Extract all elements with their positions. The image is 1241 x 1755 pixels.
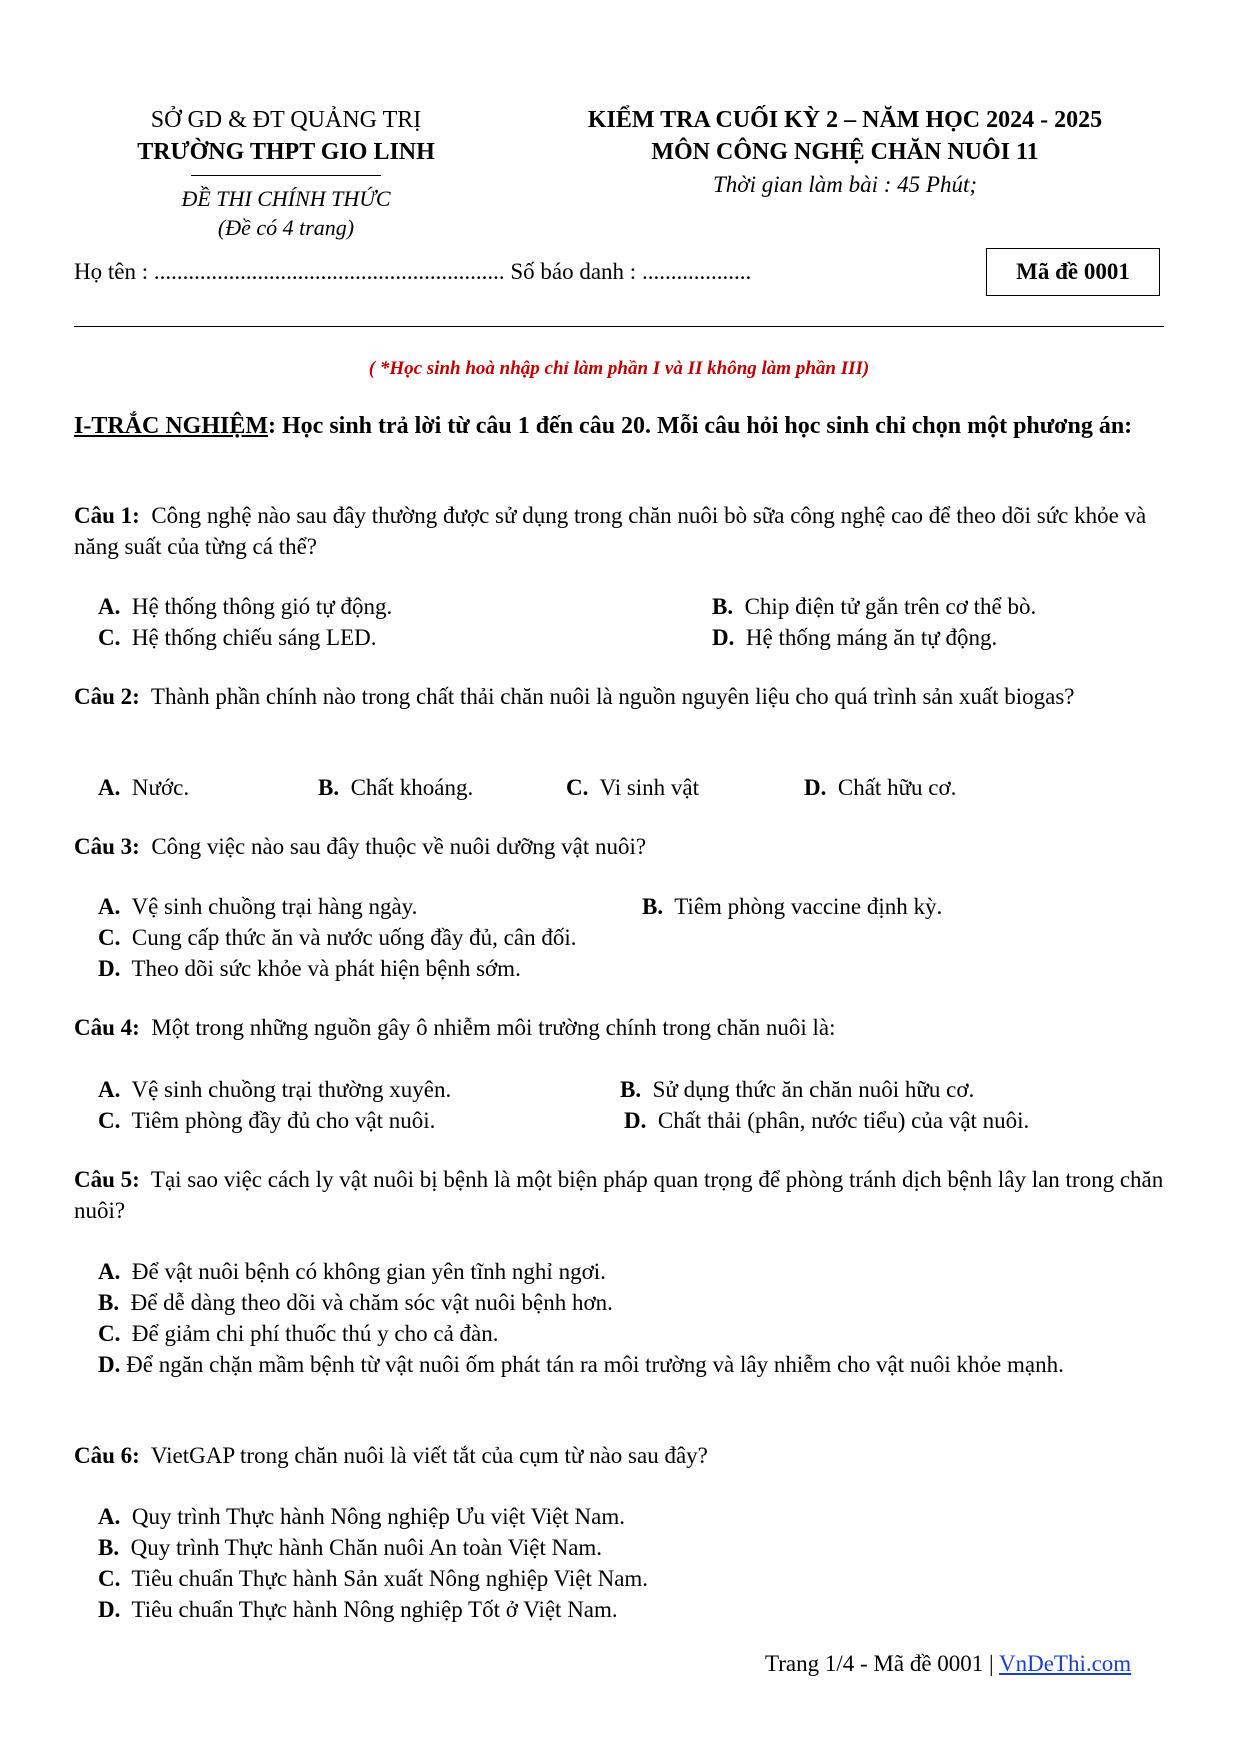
option-text: Hệ thống chiếu sáng LED. xyxy=(131,625,377,650)
option-key: A. xyxy=(98,775,121,800)
question-3-option-a xyxy=(98,891,417,922)
question-3-option-c xyxy=(98,922,576,953)
option-text: Để giảm chi phí thuốc thú y cho cả đàn. xyxy=(131,1321,499,1346)
question-text: Công việc nào sau đây thuộc về nuôi dưỡng vật nuôi? xyxy=(151,834,647,859)
option-text: Hệ thống máng ăn tự động. xyxy=(745,625,998,650)
question-text: Một trong những nguồn gây ô nhiễm môi trường chính trong chăn nuôi là: xyxy=(151,1015,836,1040)
option-key: B. xyxy=(620,1077,642,1102)
header-left xyxy=(96,104,476,243)
question-5-option-a xyxy=(98,1256,606,1287)
section-heading xyxy=(74,410,1164,442)
option-text: Chất hữu cơ. xyxy=(837,775,957,800)
option-text: Để dễ dàng theo dõi và chăm sóc vật nuôi bệnh hơn. xyxy=(130,1290,613,1315)
option-key: D. xyxy=(98,1597,121,1622)
option-key: A. xyxy=(98,1504,121,1529)
question-1-option-d xyxy=(712,622,997,653)
question-2-option-d xyxy=(804,772,956,803)
option-key: C. xyxy=(98,625,121,650)
question-2-option-b xyxy=(318,772,473,803)
question-5-option-c xyxy=(98,1318,499,1349)
option-text: Sử dụng thức ăn chăn nuôi hữu cơ. xyxy=(652,1077,975,1102)
department-name: SỞ GD & ĐT QUẢNG TRỊ xyxy=(150,107,422,133)
question-4-option-a xyxy=(98,1074,451,1105)
option-text: Vi sinh vật xyxy=(599,775,700,800)
question-4 xyxy=(74,1012,1174,1043)
question-label: Câu 5: xyxy=(74,1167,140,1192)
student-info-line: Họ tên : ............................................................. Số báo danh : ................... xyxy=(74,259,752,284)
question-text: Tại sao việc cách ly vật nuôi bị bệnh là một biện pháp quan trọng để phòng tránh dịch bệnh lây lan trong chăn nuôi? xyxy=(74,1167,1164,1224)
question-1-option-c xyxy=(98,622,377,653)
option-key: D. xyxy=(624,1108,647,1133)
question-4-option-b xyxy=(620,1074,974,1105)
footer-link[interactable]: VnDeThi.com xyxy=(998,1651,1132,1676)
option-text: Quy trình Thực hành Nông nghiệp Ưu việt Việt Nam. xyxy=(131,1504,625,1529)
option-text: Quy trình Thực hành Chăn nuôi An toàn Việt Nam. xyxy=(130,1535,603,1560)
question-1-option-b xyxy=(712,591,1036,622)
question-1 xyxy=(74,500,1174,562)
question-1-option-a xyxy=(98,591,392,622)
option-key: C. xyxy=(98,1321,121,1346)
question-2-option-c xyxy=(566,772,699,803)
option-key: B. xyxy=(318,775,340,800)
question-label: Câu 4: xyxy=(74,1015,140,1040)
question-text: Công nghệ nào sau đây thường được sử dụng trong chăn nuôi bò sữa công nghệ cao để theo dõi sức khỏe và năng suất của từng cá thể? xyxy=(74,503,1147,560)
section-instructions: : Học sinh trả lời từ câu 1 đến câu 20. Mỗi câu hỏi học sinh chỉ chọn một phương án: xyxy=(268,413,1133,439)
question-label: Câu 6: xyxy=(74,1443,140,1468)
option-text: Chất thải (phân, nước tiểu) của vật nuôi. xyxy=(657,1108,1030,1133)
question-6 xyxy=(74,1440,1174,1471)
page-footer xyxy=(765,1648,1131,1679)
option-key: B. xyxy=(712,594,734,619)
option-key: D. xyxy=(98,956,121,981)
question-3 xyxy=(74,831,1174,862)
option-key: D. xyxy=(804,775,827,800)
option-text: Tiêm phòng đầy đủ cho vật nuôi. xyxy=(131,1108,436,1133)
header-right xyxy=(520,104,1170,200)
school-name: TRƯỜNG THPT GIO LINH xyxy=(137,139,435,166)
option-key: D. xyxy=(712,625,735,650)
question-6-option-a xyxy=(98,1501,625,1532)
question-label: Câu 3: xyxy=(74,834,140,859)
option-text: Chất khoáng. xyxy=(350,775,474,800)
exam-time: Thời gian làm bài : 45 Phút; xyxy=(713,171,977,197)
option-key: B. xyxy=(98,1535,120,1560)
option-key: C. xyxy=(566,775,589,800)
option-text: Tiêu chuẩn Thực hành Nông nghiệp Tốt ở Việt Nam. xyxy=(131,1597,618,1622)
option-key: B. xyxy=(642,894,664,919)
question-4-option-d xyxy=(624,1105,1029,1136)
option-key: B. xyxy=(98,1290,120,1315)
option-key: A. xyxy=(98,594,121,619)
option-text: Tiêm phòng vaccine định kỳ. xyxy=(674,894,943,919)
exam-code-box xyxy=(986,248,1160,296)
question-2 xyxy=(74,681,1174,712)
exam-code: Mã đề 0001 xyxy=(1016,259,1130,285)
page-count: (Đề có 4 trang) xyxy=(217,215,355,241)
option-key: A. xyxy=(98,894,121,919)
option-key: D. xyxy=(98,1352,121,1377)
header-divider xyxy=(191,175,381,176)
inclusion-note: ( *Học sinh hoà nhập chỉ làm phần I và II không làm phần III) xyxy=(368,358,870,379)
option-text: Để vật nuôi bệnh có không gian yên tĩnh nghỉ ngơi. xyxy=(131,1259,606,1284)
option-text: Chip điện tử gắn trên cơ thể bò. xyxy=(744,594,1037,619)
option-text: Hệ thống thông gió tự động. xyxy=(131,594,393,619)
question-label: Câu 2: xyxy=(74,684,140,709)
question-4-option-c xyxy=(98,1105,435,1136)
footer-text: Trang 1/4 - Mã đề 0001 | xyxy=(765,1651,999,1676)
question-3-option-b xyxy=(642,891,942,922)
option-text: Tiêu chuẩn Thực hành Sản xuất Nông nghiệp Việt Nam. xyxy=(131,1566,649,1591)
question-2-option-a xyxy=(98,772,189,803)
official-label: ĐỀ THI CHÍNH THỨC xyxy=(181,185,391,211)
option-text: Cung cấp thức ăn và nước uống đầy đủ, cân đối. xyxy=(131,925,577,950)
option-key: C. xyxy=(98,925,121,950)
question-5-option-b xyxy=(98,1287,613,1318)
question-3-option-d xyxy=(98,953,521,984)
section-title: I-TRẮC NGHIỆM xyxy=(74,413,269,439)
question-6-option-b xyxy=(98,1532,602,1563)
option-text: Để ngăn chặn mầm bệnh từ vật nuôi ốm phát tán ra môi trường và lây nhiễm cho vật nuôi khỏe mạnh. xyxy=(126,1352,1064,1377)
option-text: Theo dõi sức khỏe và phát hiện bệnh sớm. xyxy=(131,956,521,981)
option-key: A. xyxy=(98,1077,121,1102)
question-text: Thành phần chính nào trong chất thải chăn nuôi là nguồn nguyên liệu cho quá trình sản xuất biogas? xyxy=(150,684,1075,709)
option-key: C. xyxy=(98,1108,121,1133)
question-label: Câu 1: xyxy=(74,503,140,528)
exam-title: KIỂM TRA CUỐI KỲ 2 – NĂM HỌC 2024 - 2025 xyxy=(587,107,1103,133)
question-text: VietGAP trong chăn nuôi là viết tắt của cụm từ nào sau đây? xyxy=(150,1443,708,1468)
question-6-option-d xyxy=(98,1594,618,1625)
question-5 xyxy=(74,1164,1174,1226)
subject-title: MÔN CÔNG NGHỆ CHĂN NUÔI 11 xyxy=(651,139,1039,166)
option-text: Vệ sinh chuồng trại thường xuyên. xyxy=(131,1077,452,1102)
header-rule xyxy=(74,326,1164,327)
option-key: C. xyxy=(98,1566,121,1591)
option-key: A. xyxy=(98,1259,121,1284)
option-text: Vệ sinh chuồng trại hàng ngày. xyxy=(131,894,418,919)
question-5-option-d xyxy=(74,1349,1124,1380)
option-text: Nước. xyxy=(131,775,190,800)
question-6-option-c xyxy=(98,1563,648,1594)
